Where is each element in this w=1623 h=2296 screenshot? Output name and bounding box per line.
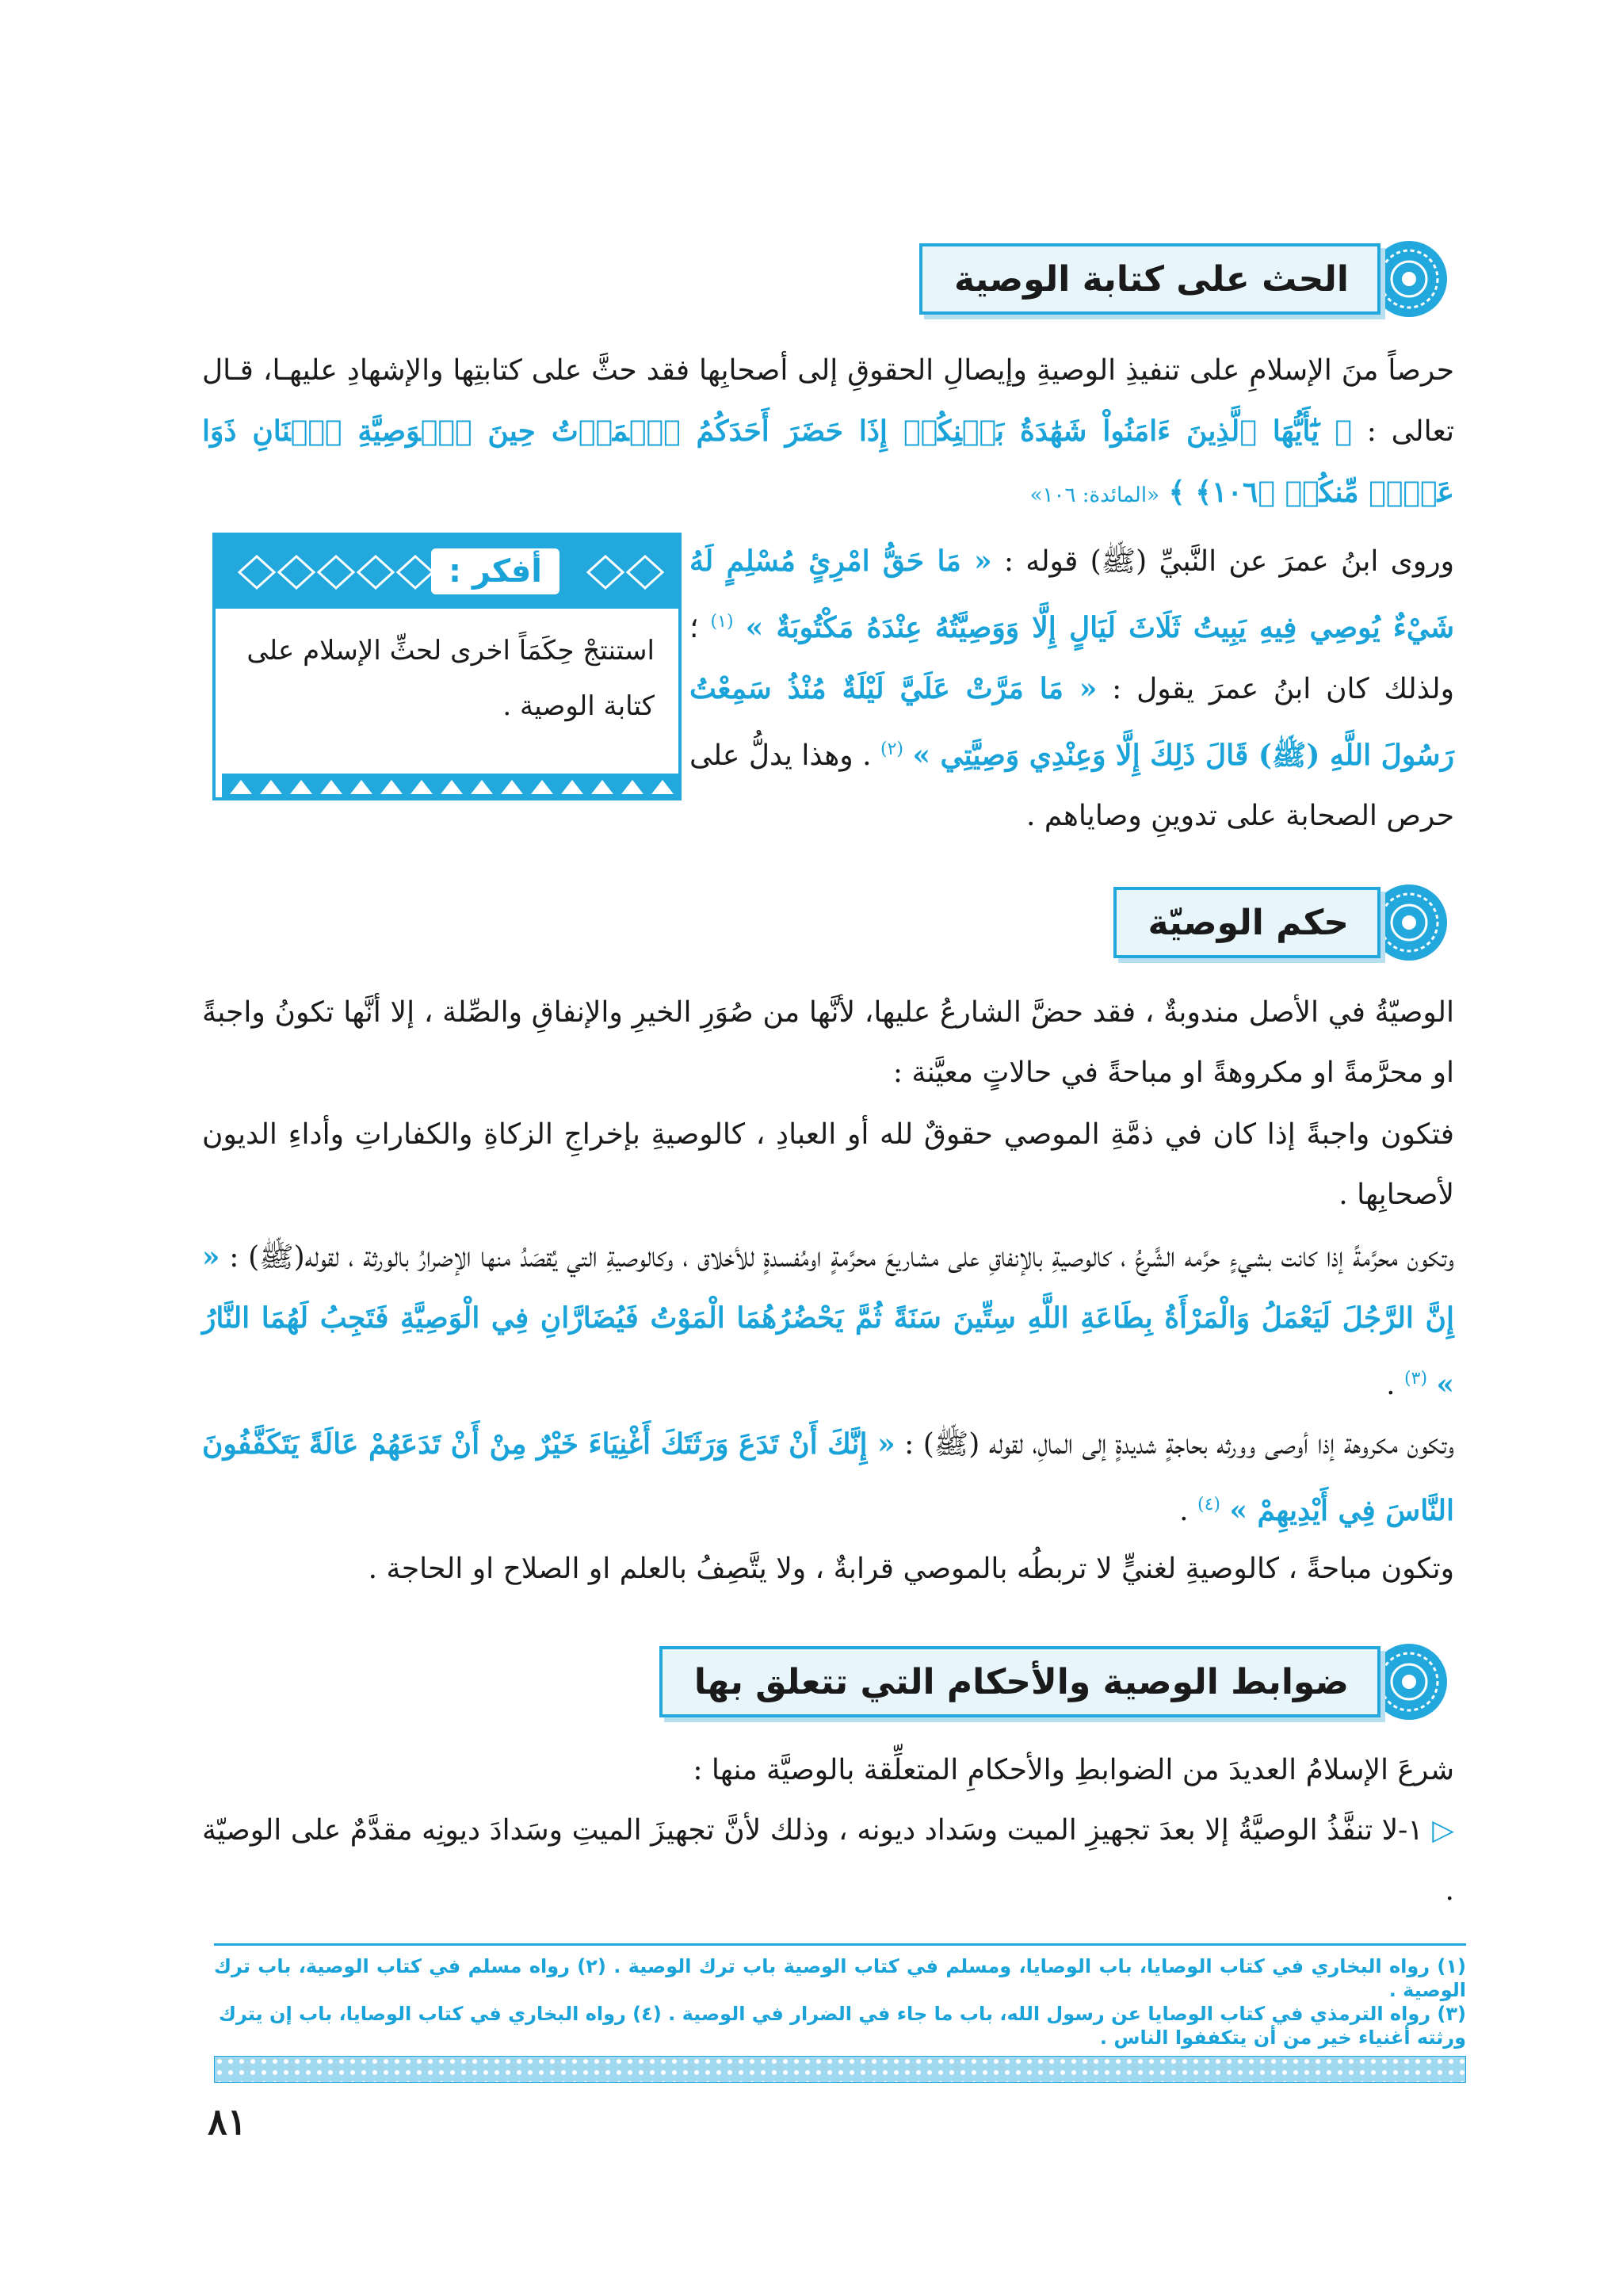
paragraph [202,341,1454,525]
verse-reference: «المائدة: ١٠٦» [1029,483,1159,507]
text: ؛ ولذلك كان ابنُ عمرَ يقول : [689,612,1454,705]
ornament-rosette-icon [1369,1642,1449,1721]
paragraph [202,1539,1454,1599]
paragraph [689,531,1454,846]
footnote-marker: (٣) [1404,1369,1428,1389]
text: وتكون مباحةً ، كالوصيةِ لغنيٍّ لا تربطُه بالموصي قرابةٌ ، ولا يتَّصِفُ بالعلم او الصلاح او الحاجة . [368,1553,1454,1585]
think-label: أفكر : [431,548,559,594]
text: حرصاً منَ الإسلامِ على تنفيذِ الوصيةِ وإيصالِ الحقوقِ إلى أصحابِها فقد حثَّ على كتابتِها والإشهادِ عليهـا، قـال تعالى : [202,354,1454,448]
text: الوصيّةُ في الأصل مندوبةٌ ، فقد حضَّ الشارعُ عليها، لأنَّها من صُوَرِ الخيرِ والإنفاقِ والصِّلة ، إلا أنَّها تكونُ واجبةً او محرَّمةً او مكروهةً او مباحةً في حالاتٍ معيَّنة : [202,996,1454,1089]
triangle-border-icon [222,774,678,797]
paragraph [202,1227,1454,1415]
section-title: ضوابط الوصية والأحكام التي تتعلق بها [659,1646,1381,1717]
hadith-quote: « إِنَّكَ أَنْ تَدَعَ وَرَثَتَكَ أَغْنِيَاءَ خَيْرٌ مِنْ أَنْ تَدَعَهُمْ عَالَةً يَتَكَفَّفُونَ النَّاسَ فِي أَيْدِيهِمْ » [202,1427,1454,1527]
text: . [1386,1369,1396,1401]
text: ١-لا تنفَّذُ الوصيَّةُ إلا بعدَ تجهيزِ الميت وسَداد ديونه ، وذلك لأنَّ تجهيزَ الميتِ وسَدادَ ديونِه مقدَّمٌ على الوصيّة . [202,1814,1454,1907]
hadith-quote: « مَا مَرَّتْ عَلَيَّ لَيْلَةٌ مُنْذُ سَمِعْتُ رَسُولَ اللَّهِ (ﷺ) قَالَ ذَلِكَ إِلَّا وَعِنْدِي وَصِيَّتِي » [689,672,1454,772]
footnote-marker: (١) [710,612,734,632]
think-box-header [216,536,678,609]
text: وتكون محرَّمةً إذا كانت بشيءٍ حرَّمه الشَّرعُ ، كالوصيةِ بالإنفاقِ على مشاريعَ محرَّمةٍ اومُفسدةٍ للأخلاق ، وكالوصيةِ التي يُقصَدُ منها الإضرارُ بالورثة ، لقوله(ﷺ) : [220,1241,1454,1274]
paragraph [202,983,1454,1103]
hadith-quote: « مَا حَقُّ امْرِئٍ مُسْلِمٍ لَهُ شَيْءٌ يُوصِي فِيهِ يَبِيتُ ثَلَاثَ لَيَالٍ إِلَّا وَوَصِيَّتُهُ عِنْدَهُ مَكْتُوبَةٌ » [689,544,1454,644]
list-item [202,1801,1454,1921]
text: . [1179,1495,1189,1527]
arrow-bullet-icon: ▷ [1432,1814,1455,1847]
text: وروى ابنُ عمرَ عن النَّبيِّ (ﷺ) قوله : [991,545,1454,578]
section-heading-encourage-writing [919,238,1449,320]
footnote-line: (١) رواه البخاري في كتاب الوصايا، باب الوصايا، ومسلم في كتاب الوصية باب ترك الوصية . (٢) رواه مسلم في كتاب الوصية، باب ترك الوصية . [214,1955,1466,2001]
footnote-marker: (٢) [880,739,903,759]
text: شرعَ الإسلامُ العديدَ من الضوابطِ والأحكامِ المتعلِّقة بالوصيَّة منها : [693,1754,1454,1786]
section-heading-rules [659,1641,1449,1723]
section-heading-ruling [1113,881,1449,964]
footnote-divider [214,1943,1466,1946]
footnote-line: (٣) رواه الترمذي في كتاب الوصايا عن رسول الله، باب ما جاء في الضرار في الوصية . (٤) رواه البخاري في كتاب الوصايا، باب إن يترك [218,2003,1466,2025]
quran-verse: ﴿ يَٰٓأَيُّهَا ٱلَّذِينَ ءَامَنُواْ شَهَٰدَةُ بَيۡنِكُمۡ إِذَا حَضَرَ أَحَدَكُمُ ٱلۡمَوۡتُ حِينَ ٱلۡوَصِيَّةِ ٱثۡنَانِ ذَوَا عَدۡلٖ مِّنكُمۡ ﴿١٠٦﴾ ﴾ [202,415,1454,509]
think-text: استنتجْ حِكَمَاً اخرى لحثِّ الإسلام على كتابة الوصية . [246,635,655,722]
footnote-marker: (٤) [1197,1495,1220,1515]
paragraph [202,1414,1454,1541]
decorative-band [214,2056,1466,2083]
page-number: ٨١ [208,2100,247,2143]
footnote-line: ورثته أغنياء خير من أن يتكففوا الناس . [1099,2027,1466,2049]
ornament-rosette-icon [1369,239,1449,319]
text: فتكون واجبةً إذا كان في ذمَّةِ الموصي حقوقٌ لله أو العبادِ ، كالوصيةِ بإخراجِ الزكاةِ والكفاراتِ وأداءِ الديون لأصحابِها . [202,1118,1454,1211]
paragraph [202,1105,1454,1225]
text: . وهذا يدلُّ على حرص الصحابة على تدوينِ وصاياهم . [689,739,1454,832]
hadith-quote: « إِنَّ الرَّجُلَ لَيَعْمَلُ وَالْمَرْأَةُ بِطَاعَةِ اللَّهِ سِتِّينَ سَنَةً ثُمَّ يَحْضُرُهُمَا الْمَوْتُ فَيُضَارَّانِ فِي الْوَصِيَّةِ فَتَجِبُ لَهُمَا النَّارُ » [202,1240,1454,1401]
section-title: حكم الوصيّة [1113,887,1381,958]
footnotes [214,1954,1466,2050]
ornament-rosette-icon [1369,883,1449,962]
paragraph [202,1740,1454,1801]
think-box [212,533,682,800]
text: وتكون مكروهة إذا أوصى وورثه بحاجةٍ شديدةٍ إلى المالِ، لقوله (ﷺ) : [895,1428,1454,1461]
section-title: الحث على كتابة الوصية [919,243,1381,315]
